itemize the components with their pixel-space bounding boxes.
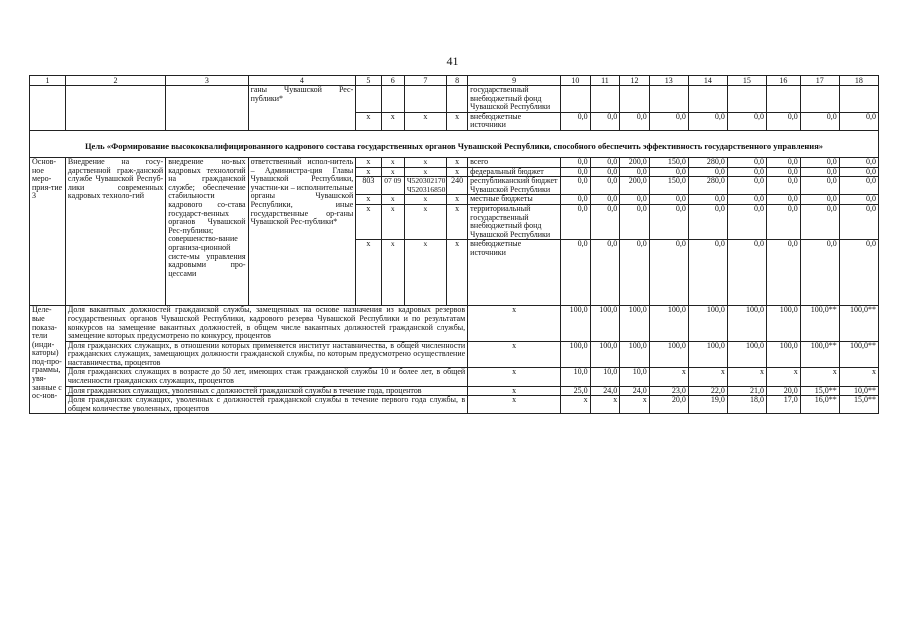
indicator-value-cell: 100,0	[727, 341, 766, 368]
indicator-value-cell: x	[839, 368, 878, 386]
value-cell: 0,0	[727, 167, 766, 177]
indicator-value-cell: 22,0	[688, 386, 727, 396]
value-cell: 0,0	[590, 112, 620, 130]
section-cell: x	[381, 112, 404, 130]
column-number-cell: 2	[65, 76, 165, 86]
value-cell: 0,0	[649, 240, 688, 306]
indicator-unit-cell: x	[468, 341, 561, 368]
value-cell: 0,0	[590, 167, 620, 177]
indicator-value-cell: 24,0	[620, 386, 650, 396]
value-cell	[727, 86, 766, 113]
indicator-text-cell: Доля гражданских служащих в возрасте до 50 лет, имеющих стаж гражданской службы 10 и более лет, в общей численности гражданских служащих, процентов	[65, 368, 467, 386]
target-article-cell	[404, 86, 446, 113]
expense-type-cell: x	[447, 204, 468, 239]
column-number-cell: 13	[649, 76, 688, 86]
value-cell: 0,0	[561, 195, 591, 205]
indicator-value-cell: 100,0	[766, 306, 800, 341]
value-cell: 0,0	[839, 240, 878, 306]
value-cell: 0,0	[839, 177, 878, 195]
indicator-value-cell: 10,0**	[839, 386, 878, 396]
value-cell: 0,0	[800, 204, 839, 239]
funding-source-cell: республиканский бюджет Чувашской Республики	[468, 177, 561, 195]
indicator-value-cell: 16,0**	[800, 396, 839, 414]
value-cell: 0,0	[766, 195, 800, 205]
grbs-cell: x	[356, 112, 381, 130]
indicator-value-cell: 24,0	[590, 386, 620, 396]
value-cell: 0,0	[620, 167, 650, 177]
expense-type-cell: 240	[447, 177, 468, 195]
value-cell: 0,0	[620, 240, 650, 306]
indicator-value-cell: x	[649, 368, 688, 386]
value-cell: 0,0	[590, 157, 620, 167]
participants-cell: ганы Чувашской Рес-публики*	[248, 86, 356, 131]
grbs-cell: x	[356, 195, 381, 205]
indicator-value-cell: x	[688, 368, 727, 386]
value-cell: 0,0	[800, 240, 839, 306]
value-cell: 0,0	[561, 177, 591, 195]
value-cell: 0,0	[727, 204, 766, 239]
target-article-cell: x	[404, 112, 446, 130]
indicator-value-cell: 100,0**	[839, 306, 878, 341]
indicator-value-cell: 100,0**	[800, 306, 839, 341]
value-cell: 0,0	[688, 195, 727, 205]
value-cell: 0,0	[839, 112, 878, 130]
indicator-value-cell: 25,0	[561, 386, 591, 396]
funding-source-cell: территориальный государственный внебюджетный фонд Чувашской Республики	[468, 204, 561, 239]
value-cell: 0,0	[839, 204, 878, 239]
expense-type-cell: x	[447, 195, 468, 205]
value-cell	[688, 86, 727, 113]
indicator-value-cell: 18,0	[727, 396, 766, 414]
column-number-cell: 10	[561, 76, 591, 86]
target-article-cell: x	[404, 204, 446, 239]
value-cell: 0,0	[590, 177, 620, 195]
indicator-value-cell: 10,0	[561, 368, 591, 386]
value-cell: 0,0	[561, 157, 591, 167]
column-number-cell: 12	[620, 76, 650, 86]
indicator-row	[30, 368, 879, 386]
funding-source-cell: местные бюджеты	[468, 195, 561, 205]
value-cell: 0,0	[766, 177, 800, 195]
funding-source-cell: всего	[468, 157, 561, 167]
value-cell: 0,0	[649, 204, 688, 239]
expense-type-cell	[447, 86, 468, 113]
column-number-cell: 3	[166, 76, 248, 86]
column-number-cell: 16	[766, 76, 800, 86]
indicator-value-cell: 15,0**	[800, 386, 839, 396]
empty-cell	[65, 86, 165, 131]
event-name-cell: Внедрение на госу-дарственной граж-данской службе Чувашской Респуб-лики современных кадровых техноло-гий	[65, 157, 165, 305]
value-cell: 0,0	[561, 204, 591, 239]
value-cell: 0,0	[727, 177, 766, 195]
indicator-unit-cell: x	[468, 306, 561, 341]
indicator-value-cell: 100,0**	[839, 341, 878, 368]
value-cell: 0,0	[800, 157, 839, 167]
indicator-value-cell: 100,0	[590, 341, 620, 368]
value-cell: 0,0	[688, 240, 727, 306]
empty-cell	[30, 86, 66, 131]
indicator-value-cell: 100,0	[620, 341, 650, 368]
indicator-text-cell: Доля гражданских служащих, уволенных с должностей гражданской службы в течение года, процентов	[65, 386, 467, 396]
value-cell: 0,0	[688, 112, 727, 130]
value-cell: 0,0	[727, 157, 766, 167]
event-task-cell: внедрение но-вых кадровых технологий на гражданской службе; обеспечение стабильности кадрового со-става государст-венных органов Чувашской Рес-публики; совершенство-вание организа-ционной систе-мы управления кадровыми про-цессами	[166, 157, 248, 305]
grbs-cell: x	[356, 157, 381, 167]
value-cell: 280,0	[688, 177, 727, 195]
indicator-value-cell: x	[620, 396, 650, 414]
value-cell: 0,0	[727, 112, 766, 130]
funding-source-cell: внебюджетные источники	[468, 240, 561, 306]
indicator-value-cell: 100,0	[766, 341, 800, 368]
value-cell: 0,0	[590, 195, 620, 205]
section-cell: x	[381, 240, 404, 306]
value-cell: 200,0	[620, 177, 650, 195]
indicator-value-cell: 100,0	[620, 306, 650, 341]
indicator-row	[30, 386, 879, 396]
indicator-value-cell: 23,0	[649, 386, 688, 396]
value-cell: 0,0	[839, 157, 878, 167]
indicator-value-cell: x	[590, 396, 620, 414]
target-article-cell: x	[404, 240, 446, 306]
indicator-value-cell: x	[800, 368, 839, 386]
indicator-unit-cell: x	[468, 368, 561, 386]
column-number-cell: 17	[800, 76, 839, 86]
value-cell: 0,0	[800, 177, 839, 195]
section-cell: x	[381, 167, 404, 177]
column-number-cell: 14	[688, 76, 727, 86]
expense-type-cell: x	[447, 167, 468, 177]
indicator-value-cell: x	[561, 396, 591, 414]
indicator-value-cell: 10,0	[590, 368, 620, 386]
indicator-value-cell: x	[766, 368, 800, 386]
grbs-cell: x	[356, 204, 381, 239]
indicator-value-cell: 100,0	[649, 306, 688, 341]
section-cell: 07 09	[381, 177, 404, 195]
value-cell: 0,0	[688, 204, 727, 239]
value-cell	[620, 86, 650, 113]
grbs-cell: x	[356, 167, 381, 177]
section-cell: x	[381, 195, 404, 205]
indicator-value-cell: 100,0	[688, 341, 727, 368]
column-number-cell: 7	[404, 76, 446, 86]
value-cell	[649, 86, 688, 113]
participants-cell: ответственный испол-нитель – Администра-ция Главы Чувашской Республики, участни-ки – исполнительные органы Чувашской Республики, иные государственные ор-ганы Чувашской Рес-публики*	[248, 157, 356, 305]
value-cell: 0,0	[727, 240, 766, 306]
value-cell: 0,0	[561, 240, 591, 306]
indicator-value-cell: 21,0	[727, 386, 766, 396]
funding-source-cell: федеральный бюджет	[468, 167, 561, 177]
column-number-cell: 15	[727, 76, 766, 86]
grbs-cell	[356, 86, 381, 113]
funding-row	[30, 157, 879, 167]
column-number-cell: 11	[590, 76, 620, 86]
indicator-value-cell: 19,0	[688, 396, 727, 414]
value-cell: 0,0	[727, 195, 766, 205]
value-cell: 0,0	[766, 157, 800, 167]
section-cell	[381, 86, 404, 113]
value-cell	[839, 86, 878, 113]
grbs-cell: 803	[356, 177, 381, 195]
page-number: 41	[446, 54, 459, 68]
program-table-wrapper	[29, 75, 879, 414]
target-article-cell: x	[404, 195, 446, 205]
value-cell: 150,0	[649, 157, 688, 167]
indicator-value-cell: 100,0	[561, 306, 591, 341]
value-cell: 0,0	[800, 167, 839, 177]
expense-type-cell: x	[447, 240, 468, 306]
column-number-cell: 4	[248, 76, 356, 86]
indicator-row	[30, 396, 879, 414]
value-cell: 280,0	[688, 157, 727, 167]
value-cell: 0,0	[839, 167, 878, 177]
funding-source-cell: внебюджетные источники	[468, 112, 561, 130]
funding-row	[30, 86, 879, 113]
value-cell: 0,0	[561, 167, 591, 177]
value-cell	[766, 86, 800, 113]
indicator-text-cell: Доля гражданских служащих, в отношении которых применяется институт наставничества, в общей численности гражданских служащих, замещающих должности гражданской службы, по которым предусмотрено осуществление наставничества, процентов	[65, 341, 467, 368]
value-cell: 0,0	[620, 204, 650, 239]
indicator-value-cell: 20,0	[649, 396, 688, 414]
indicator-text-cell: Доля гражданских служащих, уволенных с должностей гражданской службы в течение первого года службы, в общем количестве уволенных, процентов	[65, 396, 467, 414]
indicator-value-cell: 100,0**	[800, 341, 839, 368]
value-cell: 0,0	[800, 195, 839, 205]
column-number-cell: 8	[447, 76, 468, 86]
column-number-cell: 9	[468, 76, 561, 86]
target-article-cell: x	[404, 167, 446, 177]
indicator-value-cell: 100,0	[590, 306, 620, 341]
indicator-row	[30, 306, 879, 341]
indicator-value-cell: 20,0	[766, 386, 800, 396]
indicator-value-cell: 100,0	[649, 341, 688, 368]
value-cell: 0,0	[766, 240, 800, 306]
value-cell: 0,0	[620, 112, 650, 130]
indicator-unit-cell: x	[468, 386, 561, 396]
indicator-value-cell: 100,0	[561, 341, 591, 368]
empty-cell	[166, 86, 248, 131]
value-cell	[590, 86, 620, 113]
target-article-cell: x	[404, 157, 446, 167]
value-cell: 0,0	[590, 204, 620, 239]
indicator-unit-cell: x	[468, 396, 561, 414]
section-cell: x	[381, 157, 404, 167]
indicator-text-cell: Доля вакантных должностей гражданской службы, замещенных на основе назначения из кадровых резервов государственных органов Чувашской Республики, кадрового резерва Чувашской Республики и по результатам конкурсов на замещение вакантных должностей, в общем числе вакантных должностей гражданской службы, замещение которых предусмотрено по конкурсу, процентов	[65, 306, 467, 341]
indicator-row	[30, 341, 879, 368]
value-cell: 0,0	[766, 112, 800, 130]
value-cell	[561, 86, 591, 113]
indicator-value-cell: 17,0	[766, 396, 800, 414]
column-number-cell: 6	[381, 76, 404, 86]
indicator-value-cell: 10,0	[620, 368, 650, 386]
indicator-value-cell: 100,0	[688, 306, 727, 341]
value-cell: 0,0	[649, 167, 688, 177]
value-cell: 150,0	[649, 177, 688, 195]
target-article-cell: Ч520302170 Ч520316850	[404, 177, 446, 195]
value-cell: 0,0	[590, 240, 620, 306]
grbs-cell: x	[356, 240, 381, 306]
value-cell: 0,0	[620, 195, 650, 205]
indicators-label-cell: Целе-вые показа-тели (инди-каторы) под-про-граммы, увя-занные с ос-нов-	[30, 306, 66, 414]
funding-source-cell: государственный внебюджетный фонд Чувашской Республики	[468, 86, 561, 113]
indicator-value-cell: x	[727, 368, 766, 386]
section-cell: x	[381, 204, 404, 239]
expense-type-cell: x	[447, 112, 468, 130]
column-number-cell: 5	[356, 76, 381, 86]
value-cell: 0,0	[766, 167, 800, 177]
goal-row	[30, 130, 879, 157]
column-number-cell: 18	[839, 76, 878, 86]
column-number-row	[30, 76, 879, 86]
indicator-value-cell: 15,0**	[839, 396, 878, 414]
value-cell: 0,0	[800, 112, 839, 130]
table-body	[30, 76, 879, 414]
value-cell: 0,0	[839, 195, 878, 205]
value-cell: 0,0	[561, 112, 591, 130]
program-table	[29, 75, 879, 414]
value-cell	[800, 86, 839, 113]
value-cell: 200,0	[620, 157, 650, 167]
value-cell: 0,0	[688, 167, 727, 177]
column-number-cell: 1	[30, 76, 66, 86]
event-type-cell: Основ-ное меро-прия-тие 3	[30, 157, 66, 305]
indicator-value-cell: 100,0	[727, 306, 766, 341]
goal-heading: Цель «Формирование высококвалифицированного кадрового состава государственных органов Чувашской Республики, способного обеспечить эффективность государственного управления»	[30, 130, 879, 157]
value-cell: 0,0	[649, 195, 688, 205]
value-cell: 0,0	[649, 112, 688, 130]
expense-type-cell: x	[447, 157, 468, 167]
value-cell: 0,0	[766, 204, 800, 239]
